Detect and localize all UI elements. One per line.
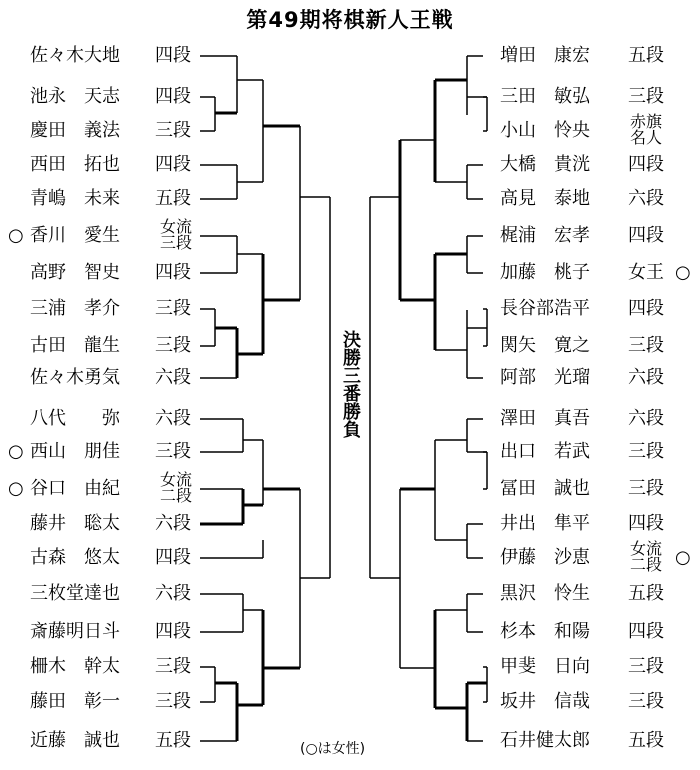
page-title: 第49期将棋新人王戦 bbox=[246, 8, 454, 32]
player-name: 香川 愛生 bbox=[30, 225, 120, 246]
player-rank: 四段 bbox=[628, 154, 664, 175]
player-name: 石井健太郎 bbox=[500, 730, 590, 751]
player-rank: 五段 bbox=[628, 583, 664, 604]
player-rank: 四段 bbox=[155, 45, 191, 66]
player-name: 坂井 信哉 bbox=[500, 691, 590, 712]
player-name: 佐々木勇気 bbox=[30, 367, 120, 388]
player-name: 井出 隼平 bbox=[500, 513, 590, 534]
player-name: 古森 悠太 bbox=[30, 547, 120, 568]
player-name: 三田 敏弘 bbox=[500, 86, 590, 107]
player-rank: 五段 bbox=[628, 45, 664, 66]
player-rank: 女流 三段 bbox=[159, 217, 192, 252]
player-name: 古田 龍生 bbox=[30, 335, 120, 356]
legend-note: (○は女性) bbox=[300, 741, 366, 757]
player-rank: 三段 bbox=[628, 691, 664, 712]
female-mark-icon: ○ bbox=[8, 478, 24, 499]
female-mark-icon: ○ bbox=[8, 441, 24, 462]
player-name: 黒沢 怜生 bbox=[500, 583, 590, 604]
player-rank: 女流 二段 bbox=[159, 470, 192, 505]
player-rank: 四段 bbox=[628, 298, 664, 319]
player-rank: 女王 bbox=[628, 262, 664, 283]
player-name: 甲斐 日向 bbox=[500, 656, 590, 677]
player-rank: 六段 bbox=[628, 367, 664, 388]
player-name: 冨田 誠也 bbox=[500, 478, 590, 499]
player-name: 西山 朋佳 bbox=[30, 441, 120, 462]
player-rank: 六段 bbox=[628, 188, 664, 209]
player-name: 三浦 孝介 bbox=[30, 298, 120, 319]
player-rank: 三段 bbox=[155, 120, 191, 141]
player-name: 谷口 由紀 bbox=[30, 478, 120, 499]
player-name: 大橋 貴洸 bbox=[500, 154, 590, 175]
player-name: 伊藤 沙恵 bbox=[500, 547, 590, 568]
player-rank: 三段 bbox=[628, 441, 664, 462]
player-name: 池永 天志 bbox=[30, 86, 120, 107]
player-rank: 四段 bbox=[155, 86, 191, 107]
player-name: 小山 怜央 bbox=[500, 120, 590, 141]
player-rank: 六段 bbox=[155, 583, 191, 604]
player-rank: 六段 bbox=[155, 513, 191, 534]
player-rank: 三段 bbox=[628, 656, 664, 677]
player-rank: 六段 bbox=[155, 408, 191, 429]
player-rank: 三段 bbox=[155, 298, 191, 319]
player-name: 阿部 光瑠 bbox=[500, 367, 590, 388]
player-name: 三枚堂達也 bbox=[30, 583, 120, 604]
player-rank: 四段 bbox=[628, 225, 664, 246]
player-rank: 四段 bbox=[155, 621, 191, 642]
female-mark-icon: ○ bbox=[675, 547, 691, 568]
player-name: 慶田 義法 bbox=[30, 120, 120, 141]
player-name: 高見 泰地 bbox=[500, 188, 590, 209]
player-name: 長谷部浩平 bbox=[500, 298, 590, 319]
player-name: 杉本 和陽 bbox=[500, 621, 590, 642]
player-name: 出口 若武 bbox=[500, 441, 590, 462]
player-rank: 四段 bbox=[155, 547, 191, 568]
player-rank: 四段 bbox=[628, 621, 664, 642]
player-rank: 五段 bbox=[155, 730, 191, 751]
player-name: 藤田 彰一 bbox=[30, 691, 120, 712]
player-name: 八代 弥 bbox=[30, 408, 120, 429]
player-rank: 六段 bbox=[155, 367, 191, 388]
player-rank: 三段 bbox=[155, 691, 191, 712]
female-mark-icon: ○ bbox=[8, 225, 24, 246]
player-name: 青嶋 未来 bbox=[30, 188, 120, 209]
player-name: 高野 智史 bbox=[30, 262, 120, 283]
player-name: 近藤 誠也 bbox=[30, 730, 120, 751]
final-match-label: 決勝三番勝負 bbox=[340, 330, 361, 438]
player-name: 柵木 幹太 bbox=[30, 656, 120, 677]
player-name: 澤田 真吾 bbox=[500, 408, 590, 429]
player-rank: 三段 bbox=[628, 335, 664, 356]
player-name: 梶浦 宏孝 bbox=[500, 225, 590, 246]
player-name: 佐々木大地 bbox=[30, 45, 120, 66]
player-rank: 六段 bbox=[628, 408, 664, 429]
player-rank: 四段 bbox=[155, 154, 191, 175]
player-rank: 五段 bbox=[628, 730, 664, 751]
player-name: 関矢 寛之 bbox=[500, 335, 590, 356]
player-rank: 三段 bbox=[155, 656, 191, 677]
player-name: 斎藤明日斗 bbox=[30, 621, 120, 642]
player-rank: 赤旗 名人 bbox=[629, 112, 662, 147]
player-name: 加藤 桃子 bbox=[500, 262, 590, 283]
player-rank: 三段 bbox=[155, 335, 191, 356]
player-rank: 三段 bbox=[155, 441, 191, 462]
player-rank: 五段 bbox=[155, 188, 191, 209]
player-rank: 四段 bbox=[155, 262, 191, 283]
player-rank: 四段 bbox=[628, 513, 664, 534]
player-rank: 三段 bbox=[628, 86, 664, 107]
female-mark-icon: ○ bbox=[675, 262, 691, 283]
player-name: 藤井 聡太 bbox=[30, 513, 120, 534]
player-name: 増田 康宏 bbox=[500, 45, 590, 66]
player-name: 西田 拓也 bbox=[30, 154, 120, 175]
player-rank: 三段 bbox=[628, 478, 664, 499]
player-rank: 女流 二段 bbox=[629, 539, 662, 574]
